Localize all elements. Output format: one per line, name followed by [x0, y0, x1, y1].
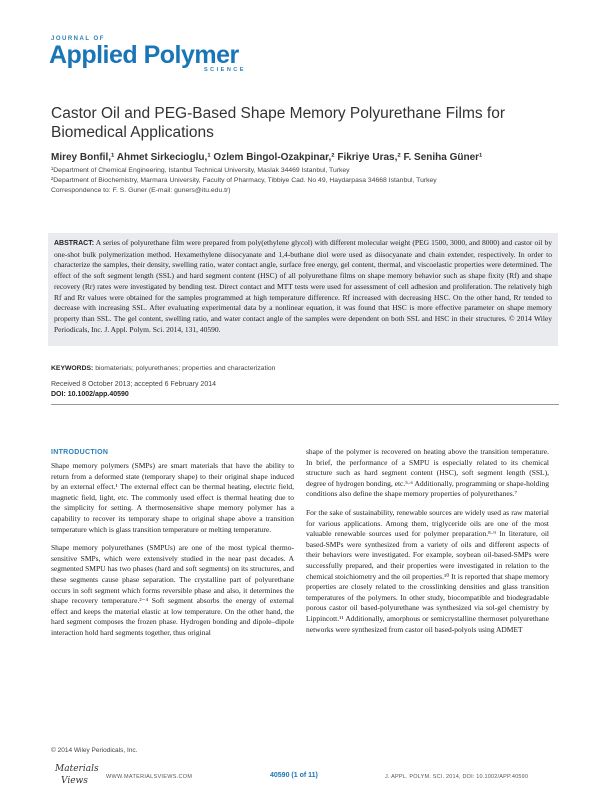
abstract-text: A series of polyurethane film were prepared from poly(ethylene glycol) with different molecular weight (PEG 1500, 3000, and 8000) and castor oil by one-shot bulk polymerization method. Hexamethylene diisocyanate and 1,4-buthane diol were used as diisocyanate and chain extender, respectively. In order to characterize the samples, their density, swelling ratio, water contact angle, surface free energy, gel content, thermal, and viscoelastic properties were determined. The effect of the soft segment length (SSL) and hard segment content (HSC) of all polyurethane films on shape memory behavior such as shape fixity (Rf) and shape recovery (Rr) rates were investigated by bending test. Direct contact and MTT tests were used for assessment of cell adhesion and proliferation. The relatively high Rf and Rr values were obtained for the samples programmed at high temperature difference. Rf increased with decreasing HSC. On the other hand, Rr tended to decrease with increasing SSL. After evaluating experimental data by a nonlinear equation, it was found that HSC is more effective parameter on shape memory property than SSL. The gel content, swelling ratio, and water contact angle of the samples were dependent on both SSL and HSC in their structures. © 2014 Wiley Periodicals, Inc. J. Appl. Polym. Sci. 2014, 131, 40590. — [54, 238, 552, 334]
correspondence: Correspondence to: F. S. Guner (E-mail: guners@itu.edu.tr) — [51, 187, 231, 194]
keywords-text: biomaterials; polyurethanes; properties and characterization — [95, 365, 276, 372]
paragraph: Shape memory polyurethanes (SMPUs) are one of the most typical thermo-sensitive SMPs, which were extensively studied in the near past decades. A segmented SMPU has two phases (hard and soft segments) on its structures, and these segments cause phase separation. The crystalline part of polyurethane occurs in soft segment which forms reversible phase and also, it determines the shape recovery temperature.²⁻⁴ Soft segment absorbs the energy of external effect and keeps the material elastic at low temperature. On the other hand, the hard segment composes the frozen phase. Hydrogen bonding and dipole–dipole interaction hold hard segments together, thus original — [51, 543, 294, 637]
journal-label-small: JOURNAL OF — [51, 36, 105, 42]
received-dates: Received 8 October 2013; accepted 6 February 2014 — [51, 381, 216, 388]
author-list: Mirey Bonfil,¹ Ahmet Sirkecioglu,¹ Ozlem Bingol-Ozakpinar,² Fikriye Uras,² F. Seniha Güner¹ — [51, 152, 483, 163]
journal-logo: Applied Polymer — [49, 41, 239, 69]
affiliation-1: ¹Department of Chemical Engineering, Istanbul Technical University, Maslak 34469 Istanbul, Turkey — [51, 167, 350, 174]
keywords — [51, 365, 551, 372]
section-heading-introduction: INTRODUCTION — [51, 449, 109, 456]
page-number: 40590 (1 of 11) — [270, 772, 318, 779]
paragraph: For the sake of sustainability, renewable sources are widely used as raw material for various applications. Among them, triglyceride oils are one of the most valuable renewable sources used for polymer preparation.⁸·⁹ In literature, oil based-SMPs were synthesized from a variety of oils and different aspects of their behaviors were investigated. For example, soybean oil-based-SMPs were successfully prepared, and their properties were investigated in relation to the chemical stoichiometry and the oil properties.¹⁰ It is reported that shape memory properties are closely related to the crosslinking densities and glass transition temperatures of the polymers. In other study, biocompatible and biodegradable porous castor oil based-polyurethane was synthesized via sol-gel chemistry by Lippincott.¹¹ Additionally, amorphous or semicrystalline thermoset polyurethane networks were synthesized from castor oil based-polyols using ADMET — [306, 507, 549, 634]
column-right — [306, 447, 549, 643]
affiliation-2: ²Department of Biochemistry, Marmara University, Faculty of Pharmacy, Tibbiye Cad. No 49, Haydarpasa 34668 Istanbul, Turkey — [51, 177, 437, 184]
column-left — [51, 461, 294, 647]
logo-line-2: Views — [61, 776, 88, 786]
journal-label-sub: SCIENCE — [204, 67, 246, 73]
materials-views-logo — [53, 760, 99, 788]
abstract-label: ABSTRACT: — [54, 240, 95, 247]
divider — [51, 404, 559, 405]
keywords-label: KEYWORDS: — [51, 365, 94, 372]
article-title: Castor Oil and PEG-Based Shape Memory Polyurethane Films for Biomedical Applications — [51, 105, 505, 141]
journal-reference: J. APPL. POLYM. SCI. 2014, DOI: 10.1002/APP.40590 — [385, 774, 529, 780]
abstract — [54, 238, 552, 335]
paragraph: shape of the polymer is recovered on heating above the transition temperature. In brief, the performance of a SMPU is especially related to its chemical structure such as hard segment content (HSC), soft segment length (SSL), degree of hydrogen bonding, etc.⁵·⁶ Additionally, programming or shape-holding conditions also define the shape memory properties of polyurethanes.⁷ — [306, 447, 549, 499]
copyright: © 2014 Wiley Periodicals, Inc. — [51, 747, 138, 754]
paragraph: Shape memory polymers (SMPs) are smart materials that have the ability to return from a deformed state (temporary shape) to their original shape induced by an external effect.¹ The external effect can be thermal heating, electric field, magnetic field, light, etc. The commonly used effect is thermal heating due to the simplicity for setting. A thermosensitive shape memory polymer has a capability to recover its temporary shape to original shape above a transition temperature which is glass transition temperature or melting temperature. — [51, 461, 294, 534]
logo-line-1: Materials — [55, 764, 99, 774]
footer-url[interactable]: WWW.MATERIALSVIEWS.COM — [106, 774, 193, 780]
doi: DOI: 10.1002/app.40590 — [51, 391, 129, 398]
